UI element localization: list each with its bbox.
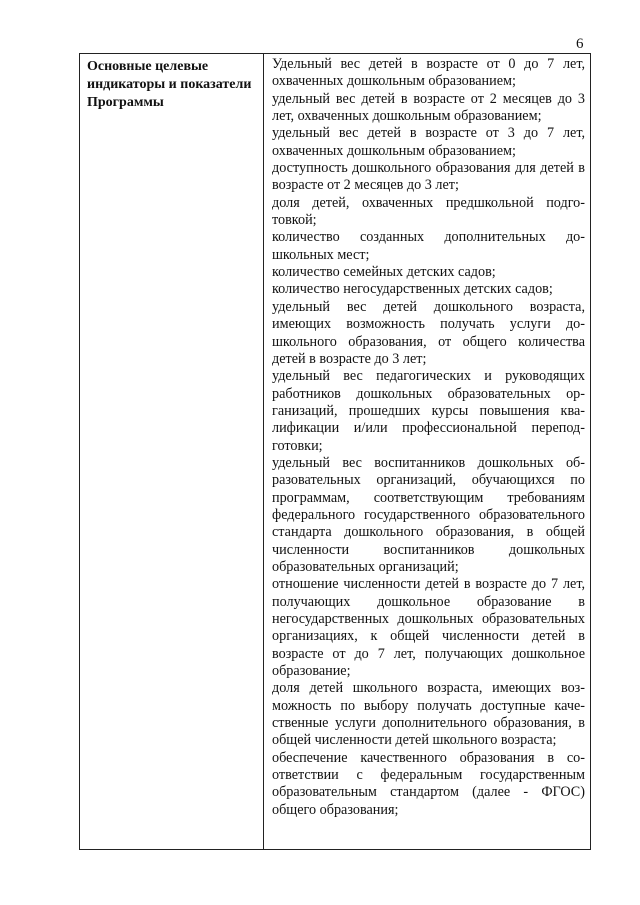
indicator-item: доля детей школьного возраста, имеющих возможность по выбору получать доступные качественные услуги дополнительного образования, в общей численности детей школьного возраста;: [272, 680, 585, 749]
indicator-item: удельный вес детей в возрасте от 3 до 7 лет, охваченных дошкольным образованием;: [272, 125, 585, 159]
indicator-item: обеспечение качественного образования в соответствии с федеральным государственным образовательным стандартом (далее - ФГОС) общего образования;: [272, 749, 585, 818]
indicator-item: количество семейных детских садов;: [272, 264, 496, 281]
indicator-item: доля детей, охваченных предшкольной подготовкой;: [272, 194, 585, 229]
indicator-item: количество негосударственных детских садов;: [272, 281, 553, 298]
indicator-item: доступность дошкольного образования для детей в возрасте от 2 месяцев до 3 лет;: [272, 160, 585, 194]
program-indicators-table: [79, 53, 591, 850]
indicator-item: Удельный вес детей в возрасте от 0 до 7 лет, охваченных дошкольным образованием;: [272, 56, 585, 90]
indicator-item: удельный вес детей дошкольного возраста, имеющих возможность получать услуги дошкольного образования, от общего количества детей в возрасте до 3 лет;: [272, 298, 585, 367]
indicator-item: удельный вес педагогических и руководящих работников дошкольных образовательных организаций, прошедших курсы повышения квалификации и/или профессиональной переподготовки;: [272, 368, 585, 454]
indicator-item: удельный вес детей в возрасте от 2 месяцев до 3 лет, охваченных дошкольным образованием;: [272, 90, 585, 125]
indicator-item: отношение численности детей в возрасте до 7 лет, получающих дошкольное образование в негосударственных дошкольных образовательных организациях, к общей численности детей в возрасте от до 7 лет, получающих дошкольное образование;: [272, 576, 585, 680]
indicator-item: удельный вес воспитанников дошкольных образовательных организаций, обучающихся по программам, соответствующим требованиям федерального государственного образовательного стандарта дошкольного образования, в общей численности воспитанников дошкольных образовательных организаций;: [272, 454, 585, 575]
table-content-cell: [264, 54, 590, 849]
table-label-cell: Основные целевые индикаторы и показатели Программы: [80, 54, 264, 849]
page-number: 6: [576, 36, 584, 52]
indicator-item: количество созданных дополнительных дошкольных мест;: [272, 229, 585, 263]
